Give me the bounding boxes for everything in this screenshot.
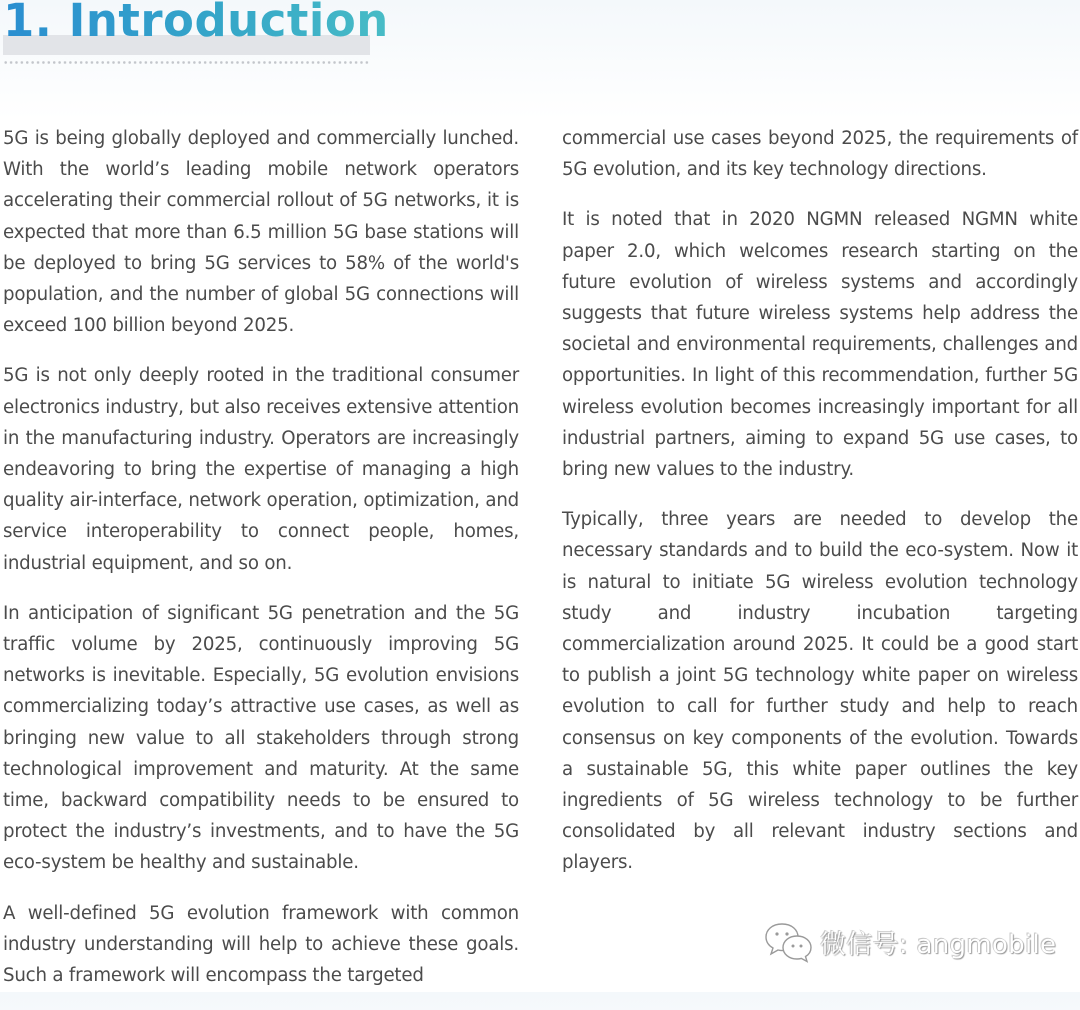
- wechat-icon: [764, 920, 814, 964]
- paragraph: Typically, three years are needed to develop the necessary standards and to build the eco-system. Now it is natural to initiate 5G wireless evolution technology study and industry incubation targeting commercialization around 2025. It could be a good start to publish a joint 5G technology white paper on wireless evolution to call for further study and help to reach consensus on key components of the evolution. Towards a sustainable 5G, this white paper outlines the key ingredients of 5G wireless technology to be further consolidated by all relevant industry sections and players.: [562, 509, 1078, 874]
- heading-dotted-rule: [3, 61, 370, 64]
- paragraph: 5G is being globally deployed and commercially lunched. With the world’s leading mobile network operators accelerating their commercial rollout of 5G networks, it is expected that more than 6.5 million 5G base stations will be deployed to bring 5G services to 58% of the world's population, and the number of global 5G connections will exceed 100 billion beyond 2025.: [3, 128, 519, 337]
- paragraph: commercial use cases beyond 2025, the requirements of 5G evolution, and its key technology directions.: [562, 128, 1078, 181]
- paragraph: In anticipation of significant 5G penetration and the 5G traffic volume by 2025, continuously improving 5G networks is inevitable. Especially, 5G evolution envisions commercializing today’s attractive use cases, as well as bringing new value to all stakeholders through strong technological improvement and maturity. At the same time, backward compatibility needs to be ensured to protect the industry’s investments, and to have the 5G eco-system be healthy and sustainable.: [3, 602, 519, 874]
- left-column: [3, 123, 519, 1010]
- section-heading: 1. Introduction: [3, 0, 389, 47]
- paragraph: It is noted that in 2020 NGMN released NGMN white paper 2.0, which welcomes research starting on the future evolution of wireless systems and accordingly suggests that future wireless systems help address the societal and environmental requirements, challenges and opportunities. In light of this recommendation, further 5G wireless evolution becomes increasingly important for all industrial partners, aiming to expand 5G use cases, to bring new values to the industry.: [562, 209, 1078, 481]
- section-heading-block: [0, 0, 389, 70]
- right-column: [562, 123, 1078, 898]
- paragraph: A well-defined 5G evolution framework with common industry understanding will help to achieve these goals. Such a framework will encompass the targeted: [3, 902, 519, 987]
- watermark: [764, 920, 1056, 964]
- watermark-text: 微信号: angmobile: [820, 929, 1057, 960]
- paragraph: 5G is not only deeply rooted in the traditional consumer electronics industry, but also receives extensive attention in the manufacturing industry. Operators are increasingly endeavoring to bring the expertise of managing a high quality air-interface, network operation, optimization, and service interoperability to connect people, homes, industrial equipment, and so on.: [3, 365, 519, 574]
